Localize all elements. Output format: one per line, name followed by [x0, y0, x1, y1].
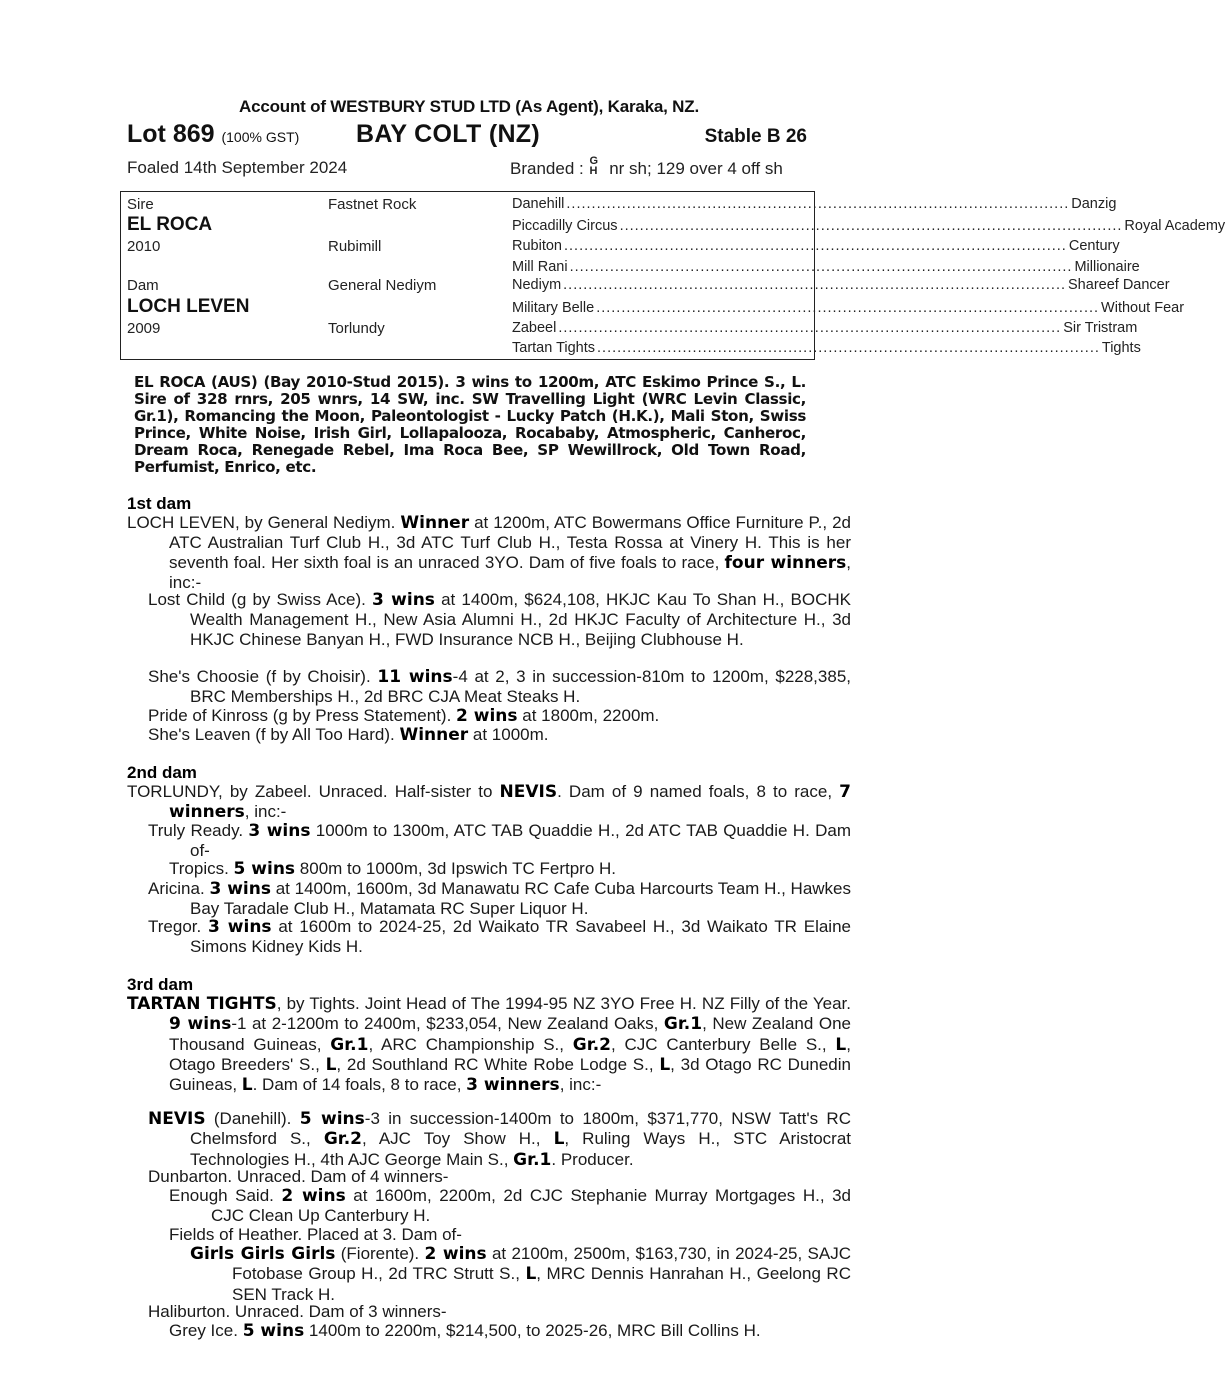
- bold-text: Gr.1: [330, 1034, 369, 1055]
- second-dam-record: [127, 782, 851, 823]
- bold-text: 3 wins: [208, 917, 272, 937]
- progeny-entry: Dunbarton. Unraced. Dam of 4 winners-: [148, 1167, 449, 1186]
- text-run: , ARC Championship S.,: [368, 1034, 573, 1054]
- bold-text: L: [525, 1264, 537, 1285]
- text-run: at 1000m.: [468, 725, 549, 744]
- text-run: , by Tights. Joint Head of The 1994-95 NZ 3YO Free H. NZ Filly of the Year.: [276, 994, 851, 1013]
- bold-text: four winners: [724, 552, 847, 573]
- progeny-entry: [148, 706, 851, 726]
- lot-line: [127, 120, 809, 152]
- text-run: . Producer.: [551, 1149, 634, 1169]
- sire-sire: Fastnet Rock: [328, 196, 417, 213]
- text-run: . Dam of 9 named foals, 8 to race,: [557, 782, 840, 801]
- dam-dam: Torlundy: [328, 320, 385, 337]
- ancestor-row: [512, 300, 1185, 316]
- bold-text: 3 winners: [466, 1075, 560, 1096]
- bold-text: 11 wins: [377, 667, 453, 687]
- progeny-entry: [148, 667, 851, 707]
- sire-dam: Rubimill: [328, 238, 382, 255]
- sire-name: EL ROCA: [127, 214, 213, 235]
- bold-text: Gr.1: [663, 1014, 703, 1035]
- brand-top: G: [589, 155, 599, 167]
- gst-note: (100% GST): [221, 129, 300, 145]
- leader-dots: ....................................................................................................: [619, 218, 1123, 234]
- progeny-entry: [148, 879, 851, 919]
- ancestor-sire: Royal Academy: [1124, 218, 1225, 234]
- text-run: 800m to 1000m, 3d Ipswich TC Fertpro H.: [295, 859, 616, 878]
- text-run: at 1400m, $624,108, HKJC Kau To Shan H., BOCHK Wealth Management H., New Asia Alumni H., 2d HKJC Faculty of Architecture H., 3d HKJC Chinese Banyan H., FWD Insurance NCB H., Beijing Clubhouse H.: [190, 590, 851, 649]
- bold-text: Gr.1: [513, 1149, 552, 1170]
- lot-label: Lot 869: [127, 120, 215, 148]
- text-run: at 1600m, 2200m, 2d CJC Stephanie Murray Mortgages H., 3d CJC Clean Up Canterbury H.: [211, 1186, 851, 1226]
- pedigree-table: [120, 191, 1225, 360]
- foaled-date: Foaled 14th September 2024: [127, 158, 348, 177]
- ancestor-sire: Sir Tristram: [1063, 320, 1138, 336]
- second-dam-heading: 2nd dam: [127, 763, 197, 782]
- bold-text: 9 wins: [169, 1014, 232, 1035]
- text-run: Tregor.: [148, 917, 208, 936]
- bold-text: 5 wins: [299, 1109, 365, 1129]
- ancestor-name: Tartan Tights: [512, 340, 596, 356]
- bold-text: L: [553, 1129, 565, 1150]
- brand-bottom: H: [589, 165, 598, 177]
- grand-progeny-entry: [169, 1321, 851, 1341]
- text-run: , New Zealand One Thousand Guineas,: [169, 1014, 851, 1054]
- text-run: at 2100m, 2500m, $163,730, in 2024-25, SAJC Fotobase Group H., 2d TRC Strutt S.,: [232, 1244, 851, 1284]
- text-run: , 2d Southland RC White Robe Lodge S.,: [336, 1054, 660, 1074]
- ancestor-sire: Danzig: [1071, 196, 1117, 212]
- ancestor-name: Danehill: [512, 196, 565, 212]
- ancestor-sire: Without Fear: [1101, 300, 1185, 316]
- ancestor-row: [512, 218, 1225, 234]
- third-dam-heading: 3rd dam: [127, 975, 194, 994]
- dam-year: 2009: [127, 320, 161, 337]
- text-run: LOCH LEVEN, by General Nediym.: [127, 513, 401, 532]
- bold-text: L: [659, 1054, 671, 1075]
- text-run: , MRC Dennis Hanrahan H., Geelong RC SEN Track H.: [232, 1264, 851, 1304]
- bold-text: 5 wins: [242, 1321, 305, 1341]
- dam-sire: General Nediym: [328, 277, 437, 294]
- text-run: (Danehill).: [205, 1109, 300, 1128]
- bold-text: NEVIS: [499, 782, 558, 802]
- third-dam-record: [127, 994, 851, 1095]
- text-run: , Otago Breeders' S.,: [169, 1034, 851, 1074]
- bold-text: 7 winners: [169, 782, 851, 823]
- ancestor-name: Zabeel: [512, 320, 557, 336]
- progeny-entry: Haliburton. Unraced. Dam of 3 winners-: [148, 1302, 447, 1321]
- leader-dots: ....................................................................................................: [563, 277, 1067, 293]
- bold-text: L: [241, 1075, 253, 1096]
- leader-dots: ....................................................................................................: [558, 320, 1062, 336]
- text-run: at 1200m, ATC Bowermans Office Furniture P., 2d ATC Australian Turf Club H., 3d ATC Turf Club H., Testa Rossa at Vinery H. This is her seventh foal. Her sixth foal is an unraced 3YO. Dam of five foals to race,: [169, 513, 851, 572]
- branded-text: nr sh; 129 over 4 off sh: [609, 159, 783, 178]
- ancestor-row: [512, 238, 1120, 254]
- bold-text: 3 wins: [248, 821, 311, 841]
- grand-progeny-entry: [169, 859, 851, 879]
- ancestor-name: Piccadilly Circus: [512, 218, 618, 234]
- sire-label: Sire: [127, 196, 154, 213]
- text-run: TORLUNDY, by Zabeel. Unraced. Half-sister to: [127, 782, 500, 801]
- progeny-entry: [148, 917, 851, 957]
- leader-dots: ....................................................................................................: [569, 259, 1073, 275]
- text-run: Tropics.: [169, 859, 234, 878]
- text-run: Grey Ice.: [169, 1321, 243, 1340]
- ancestor-sire: Shareef Dancer: [1068, 277, 1170, 293]
- text-run: Lost Child (g by Swiss Ace).: [148, 590, 372, 609]
- progeny-entry: [148, 590, 851, 649]
- ancestor-name: Rubiton: [512, 238, 562, 254]
- ancestor-row: [512, 277, 1170, 293]
- bold-text: Winner: [399, 725, 469, 745]
- text-run: , inc:-: [169, 552, 851, 592]
- leader-dots: ....................................................................................................: [563, 238, 1067, 254]
- grand-progeny-entry: [169, 1186, 851, 1226]
- sire-summary: EL ROCA (AUS) (Bay 2010-Stud 2015). 3 wins to 1200m, ATC Eskimo Prince S., L. Sire of 328 rnrs, 205 wnrs, 14 SW, inc. SW Travelling Light (WRC Levin Classic, Gr.1), Romancing the Moon, Paleontologist - Lucky Patch (H.K.), Mali Ston, Swiss Prince, White Noise, Irish Girl, Lollapalooza, Rocababy, Atmospheric, Canheroc, Dream Roca, Renegade Rebel, Ima Roca Bee, SP Wewillrock, Old Town Road, Perfumist, Enrico, etc.: [134, 373, 806, 477]
- text-run: , inc:-: [244, 802, 287, 822]
- vendor-account: Account of WESTBURY STUD LTD (As Agent), Karaka, NZ.: [239, 97, 699, 116]
- first-dam-heading: 1st dam: [127, 494, 192, 513]
- text-run: (Fiorente).: [335, 1244, 425, 1263]
- text-run: , AJC Toy Show H.,: [362, 1129, 554, 1149]
- text-run: She's Leaven (f by All Too Hard).: [148, 725, 400, 744]
- ancestor-name: Military Belle: [512, 300, 595, 316]
- text-run: , Ruling Ways H., STC Aristocrat Technologies H., 4th AJC George Main S.,: [190, 1129, 852, 1169]
- brand-description: [510, 155, 783, 180]
- text-run: 1000m to 1300m, ATC TAB Quaddie H., 2d ATC TAB Quaddie H. Dam of-: [190, 821, 851, 861]
- text-run: Enough Said.: [169, 1186, 282, 1205]
- ancestor-row: [512, 196, 1117, 212]
- bold-text: Gr.2: [572, 1034, 611, 1055]
- ancestor-row: [512, 320, 1138, 336]
- text-run: -1 at 2-1200m to 2400m, $233,054, New Zealand Oaks,: [231, 1014, 664, 1034]
- text-run: Truly Ready.: [148, 821, 249, 840]
- bold-text: Gr.2: [323, 1129, 363, 1150]
- first-dam-record: [127, 513, 851, 592]
- bold-text: Girls Girls Girls: [190, 1244, 336, 1264]
- text-run: Aricina.: [148, 879, 210, 898]
- ancestor-sire: Millionaire: [1074, 259, 1140, 275]
- dam-label: Dam: [127, 277, 159, 294]
- horse-description: BAY COLT (NZ): [356, 120, 540, 148]
- grand-progeny-entry: Fields of Heather. Placed at 3. Dam of-: [169, 1225, 462, 1244]
- bold-text: 5 wins: [233, 859, 296, 879]
- leader-dots: ....................................................................................................: [596, 300, 1100, 316]
- leader-dots: ....................................................................................................: [597, 340, 1100, 356]
- ancestor-row: [512, 259, 1140, 275]
- great-grand-progeny-entry: [190, 1244, 851, 1304]
- bold-text: 3 wins: [372, 590, 435, 610]
- bold-text: TARTAN TIGHTS: [127, 994, 277, 1014]
- bold-text: 2 wins: [456, 706, 518, 726]
- lot-number: [127, 120, 299, 149]
- ancestor-sire: Tights: [1101, 340, 1141, 356]
- ancestor-row: [512, 340, 1141, 356]
- brand-mark-icon: [589, 155, 601, 180]
- bold-text: 2 wins: [424, 1244, 487, 1264]
- dam-name: LOCH LEVEN: [127, 296, 250, 317]
- text-run: Pride of Kinross (g by Press Statement).: [148, 706, 457, 725]
- text-run: , inc:-: [559, 1075, 602, 1095]
- progeny-entry: [148, 1109, 851, 1170]
- text-run: at 1600m to 2024-25, 2d Waikato TR Savabeel H., 3d Waikato TR Elaine Simons Kidney Kids H.: [190, 917, 851, 957]
- text-run: -4 at 2, 3 in succession-810m to 1200m, $228,385, BRC Memberships H., 2d BRC CJA Meat Steaks H.: [190, 667, 851, 707]
- bold-text: 3 wins: [209, 879, 271, 899]
- bold-text: L: [325, 1054, 337, 1075]
- text-run: , 3d Otago RC Dunedin Guineas,: [169, 1054, 851, 1095]
- text-run: She's Choosie (f by Choisir).: [148, 667, 378, 686]
- text-run: 1400m to 2200m, $214,500, to 2025-26, MRC Bill Collins H.: [304, 1321, 761, 1340]
- sire-year: 2010: [127, 238, 161, 255]
- ancestor-sire: Century: [1068, 238, 1120, 254]
- progeny-entry: [148, 821, 851, 861]
- text-run: -3 in succession-1400m to 1800m, $371,770, NSW Tatt's RC Chelmsford S.,: [190, 1109, 851, 1149]
- text-run: at 1400m, 1600m, 3d Manawatu RC Cafe Cuba Harcourts Team H., Hawkes Bay Taradale Club H., Matamata RC Super Liquor H.: [190, 879, 851, 919]
- ancestor-name: Nediym: [512, 277, 562, 293]
- bold-text: 2 wins: [281, 1186, 346, 1206]
- text-run: , CJC Canterbury Belle S.,: [610, 1034, 836, 1054]
- text-run: at 1800m, 2200m.: [517, 706, 660, 725]
- bold-text: L: [835, 1034, 847, 1055]
- bold-text: Winner: [400, 513, 470, 533]
- bold-text: NEVIS: [148, 1109, 206, 1129]
- leader-dots: ....................................................................................................: [566, 196, 1070, 212]
- branded-label: Branded :: [510, 159, 584, 178]
- ancestor-name: Mill Rani: [512, 259, 568, 275]
- progeny-entry: [148, 725, 851, 745]
- stable-location: Stable B 26: [704, 126, 807, 147]
- text-run: . Dam of 14 foals, 8 to race,: [252, 1075, 467, 1095]
